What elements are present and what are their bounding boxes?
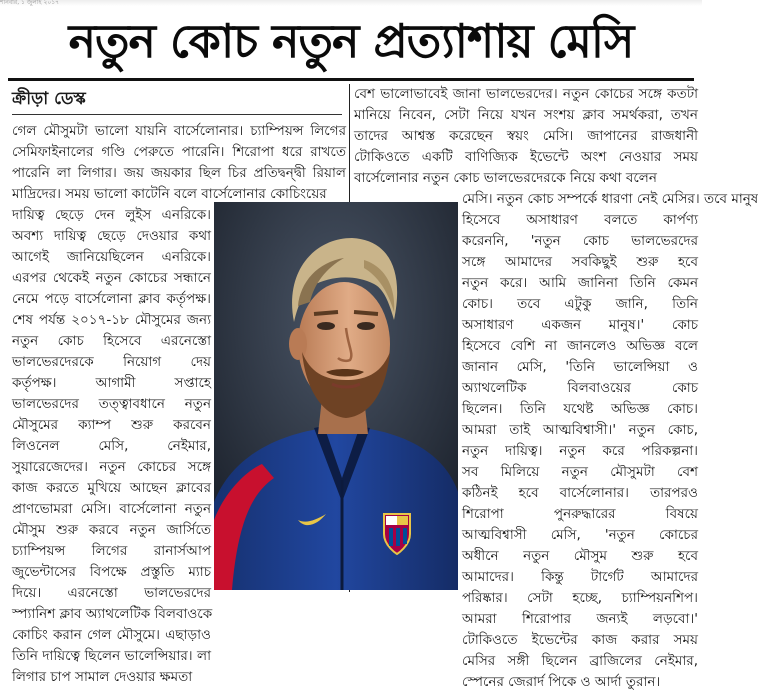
headline: নতুন কোচ নতুন প্রত্যাশায় মেসি	[68, 14, 634, 68]
article-line: তাদের আশ্বস্ত করেছেন স্বয়ং মেসি। জাপানের রাজধানী	[354, 128, 698, 144]
article-line: দিয়ে। এরনেস্তো ভালভেরদের	[12, 585, 211, 601]
article-right-top-text	[354, 84, 698, 189]
article-line: অধীনে নতুন মৌসুম শুরু হবে	[462, 548, 698, 564]
article-line: স্পেনের জেরার্দ পিকে ও আর্দা তুরান।	[462, 674, 661, 690]
article-line: মেসি। নতুন কোচ সম্পর্কে ধারণা নেই মেসির। তবে মানুষ	[462, 191, 758, 207]
article-left-column-text	[12, 205, 213, 685]
article-line: আমরা শিরোপার জন্যই লড়বো।'	[462, 611, 698, 627]
article-line: তিনি দায়িত্বে ছিলেন ভালেন্সিয়ার। লা	[12, 648, 211, 664]
article-line: দায়িত্ব ছেড়ে দেন লুইস এনরিকে।	[12, 207, 211, 223]
article-line: আমাদের। কিন্তু টার্গেট আমাদের	[462, 569, 698, 585]
article-line: কর্তৃপক্ষ। আগামী সপ্তাহে	[12, 375, 211, 391]
article-line: জানান মেসি, 'তিনি ভালেন্সিয়া ও	[462, 359, 698, 375]
byline: ক্রীড়া ডেস্ক	[12, 89, 86, 109]
top-clipped-strip: শনিবার, ১ জুলাই ২০১৭	[0, 0, 702, 6]
headline-rule	[8, 78, 694, 81]
article-line: কাজ করতে মুখিয়ে আছেন ক্লাবের	[12, 480, 211, 496]
byline-rule	[12, 114, 342, 115]
article-line: বেশ ভালোভাবেই জানা ভালভেরদের। নতুন কোচের সঙ্গে কতটা	[354, 86, 698, 102]
article-line: মানিয়ে নিবেন, সেটা নিয়ে যখন সংশয় ক্লাব সমর্থকরা, তখন	[354, 107, 698, 123]
article-line: কঠিনই হবে বার্সেলোনার। তারপরও	[462, 485, 698, 501]
article-line: বার্সেলোনার নতুন কোচ ভালভেরদেরকে নিয়ে কথা বলেন	[354, 170, 657, 186]
article-line: আগেই জানিয়েছিলেন এনরিকে।	[12, 249, 211, 265]
article-line: নেমে পড়ে বার্সেলোনা ক্লাব কর্তৃপক্ষ।	[12, 291, 211, 307]
article-line: জুভেন্টাসের বিপক্ষে প্রস্তুতি ম্যাচ	[12, 564, 211, 580]
article-line: পারেনি লা লিগার। জয় জয়কার ছিল চির প্রতিদ্বন্দ্বী রিয়াল	[12, 165, 346, 181]
article-line: ছিলেন। তিনি যথেষ্ট অভিজ্ঞ কোচ।	[462, 401, 698, 417]
article-line: গেল মৌসুমটা ভালো যায়নি বার্সেলোনার। চ্যাম্পিয়ন্স লিগের	[12, 123, 346, 139]
article-left-top-text	[12, 121, 346, 205]
article-line: পরিষ্কার। সেটা হচ্ছে, চ্যাম্পিয়নশিপ।	[462, 590, 698, 606]
article-line: টোকিওতে ইভেন্টের কাজ করার সময়	[462, 632, 698, 648]
article-line: নতুন কোচ হিসেবে এরনেস্তো	[12, 333, 211, 349]
article-line: মাদ্রিদের। সময় ভালো কাটেনি বলে বার্সেলোনার কোচিংয়ের	[12, 186, 327, 202]
player-photo	[214, 202, 458, 590]
article-line: স্প্যানিশ ক্লাব অ্যাথলেটিক বিলবাওকে	[12, 606, 213, 622]
article-line: শিরোপা পুনরুদ্ধারের বিষয়ে	[462, 506, 698, 522]
article-line: হিসেবে বেশি না জানলেও অভিজ্ঞ বলে	[462, 338, 698, 354]
article-line: করেননি, 'নতুন কোচ ভালভেরদের	[462, 233, 698, 249]
article-line: আত্মবিশ্বাসী মেসি, 'নতুন কোচের	[462, 527, 698, 543]
article-line: সেমিফাইনালের গণ্ডি পেরুতে পারেনি। শিরোপা ধরে রাখতে	[12, 144, 346, 160]
article-line: কোচ। তবে এটুকু জানি, তিনি	[462, 296, 698, 312]
article-right-column-text	[462, 189, 758, 690]
article-line: সুয়ারেজেদের। নতুন কোচের সঙ্গে	[12, 459, 211, 475]
article-line: নতুন করে। আমি জানিনা তিনি কেমন	[462, 275, 698, 291]
article-line: ভালভেরদেরকে নিয়োগ দেয়	[12, 354, 211, 370]
article-line: ভালভেরদের তত্ত্বাবধানে নতুন	[12, 396, 211, 412]
article-line: হিসেবে অসাধারণ বলতে কার্পণ্য	[462, 212, 698, 228]
article-line: কোচিং করান গেল মৌসুমে। এছাড়াও	[12, 627, 211, 643]
article-line: প্রাণভোমরা মেসি। বার্সেলোনা নতুন	[12, 501, 211, 517]
article-line: মৌসুম শুরু করবে নতুন জার্সিতে	[12, 522, 211, 538]
article-line: সব মিলিয়ে নতুন মৌসুমটা বেশ	[462, 464, 698, 480]
article-line: টোকিওতে একটি বাণিজ্যিক ইভেন্টে অংশ নেওয়ার সময়	[354, 149, 698, 165]
article-line: মেসির সঙ্গী ছিলেন ব্রাজিলের নেইমার,	[462, 653, 698, 669]
article-line: সঙ্গে আমাদের সবকিছুই শুরু হবে	[462, 254, 698, 270]
article-line: অ্যাথলেটিক বিলবাওয়ের কোচ	[462, 380, 698, 396]
article-line: চ্যাম্পিয়ন্স লিগের রানার্সআপ	[12, 543, 211, 559]
article-line: লিওনেল মেসি, নেইমার,	[12, 438, 211, 454]
article-line: শেষ পর্যন্ত ২০১৭-১৮ মৌসুমের জন্য	[12, 312, 211, 328]
article-line: অসাধারণ একজন মানুষ।' কোচ	[462, 317, 698, 333]
article-line: অবশ্য দায়িত্ব ছেড়ে দেওয়ার কথা	[12, 228, 211, 244]
article-line: এরপর থেকেই নতুন কোচের সন্ধানে	[12, 270, 211, 286]
article-line: আমরা তাই আত্মবিশ্বাসী।' নতুন কোচ,	[462, 422, 698, 438]
article-line: লিগার চাপ সামাল দেওয়ার ক্ষমতা	[12, 669, 193, 685]
article-line: মৌসুমের ক্যাম্প শুরু করবেন	[12, 417, 211, 433]
article-line: নতুন দায়িত্ব। নতুন করে পরিকল্পনা।	[462, 443, 698, 459]
